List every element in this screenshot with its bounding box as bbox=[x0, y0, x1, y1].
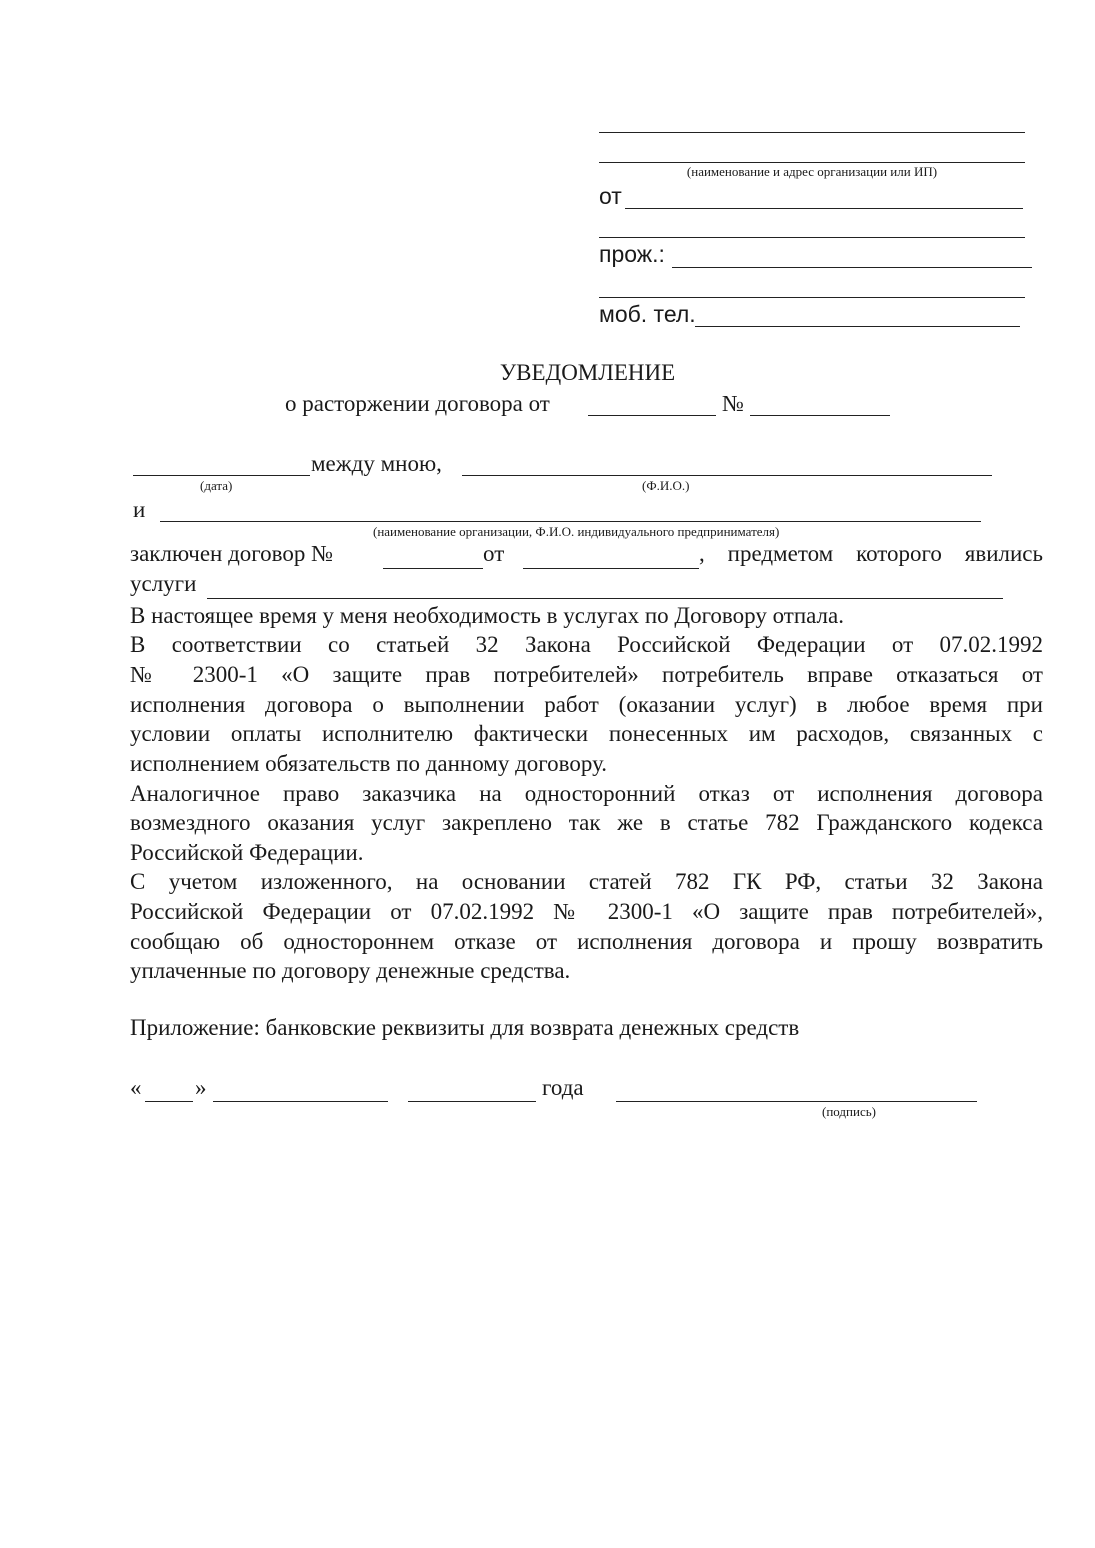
title-subtitle bbox=[285, 391, 550, 417]
org-caption: (наименование и адрес организации или ИП) bbox=[686, 164, 938, 179]
residence-line[interactable] bbox=[672, 267, 1032, 268]
date-line[interactable] bbox=[133, 475, 310, 476]
contract-number-line[interactable] bbox=[750, 415, 890, 416]
paragraph-3-line-3: Российской Федерации. bbox=[130, 840, 364, 865]
paragraph-1: В настоящее время у меня необходимость в услугах по Договору отпала. bbox=[130, 603, 844, 628]
paragraph-4-line-2: Российской Федерации от 07.02.1992 № 2300-1 «О защите прав потребителей», bbox=[130, 899, 1043, 924]
paragraph-4-line-4: уплаченные по договору денежные средства. bbox=[130, 958, 571, 983]
residence-label: прож.: bbox=[599, 241, 665, 267]
paragraph-2-line-3: исполнения договора о выполнении работ (оказании услуг) в любое время при bbox=[130, 692, 1043, 717]
signature-caption: (подпись) bbox=[822, 1104, 876, 1119]
paragraph-4-line-1: С учетом изложенного, на основании статей 782 ГК РФ, статьи 32 Закона bbox=[130, 869, 1043, 894]
org-name-line-1[interactable] bbox=[599, 132, 1025, 133]
services-line[interactable] bbox=[207, 598, 1003, 599]
contract-from-line[interactable] bbox=[523, 568, 699, 569]
contract-subject: , предметом которого явились bbox=[699, 541, 1043, 566]
paragraph-2-line-2: № 2300-1 «О защите прав потребителей» потребитель вправе отказаться от bbox=[130, 662, 1043, 687]
phone-label: моб. тел. bbox=[599, 301, 696, 327]
paragraph-3-line-1: Аналогичное право заказчика на односторонний отказ от исполнения договора bbox=[130, 781, 1043, 806]
number-sign: № bbox=[722, 391, 744, 416]
from-line[interactable] bbox=[625, 208, 1023, 209]
fio-line[interactable] bbox=[462, 475, 992, 476]
between-label: между мною, bbox=[311, 451, 442, 476]
contract-no-line[interactable] bbox=[383, 568, 483, 569]
organization-caption: (наименование организации, Ф.И.О. индивидуального предпринимателя) bbox=[373, 524, 780, 539]
document-title: УВЕДОМЛЕНИЕ bbox=[499, 360, 676, 385]
and-label: и bbox=[133, 497, 146, 522]
month-line[interactable] bbox=[213, 1101, 388, 1102]
from-line-2[interactable] bbox=[599, 237, 1025, 238]
contract-concluded: заключен договор № bbox=[130, 541, 334, 566]
signature-line[interactable] bbox=[616, 1101, 977, 1102]
services-label: услуги bbox=[130, 571, 197, 596]
subtitle-text: о расторжении договора от bbox=[285, 391, 550, 416]
fio-caption: (Ф.И.О.) bbox=[642, 478, 690, 493]
paragraph-2-line-5: исполнением обязательств по данному договору. bbox=[130, 751, 608, 776]
paragraph-3-line-2: возмездного оказания услуг закреплено так же в статье 782 Гражданского кодекса bbox=[130, 810, 1043, 835]
paragraph-4-line-3: сообщаю об одностороннем отказе от исполнения договора и прошу возвратить bbox=[130, 929, 1043, 954]
org-name-line-2[interactable] bbox=[599, 162, 1025, 163]
day-line[interactable] bbox=[145, 1101, 193, 1102]
paragraph-2-line-4: условии оплаты исполнителю фактически понесенных им расходов, связанных с bbox=[130, 721, 1043, 746]
year-line[interactable] bbox=[408, 1101, 536, 1102]
quote-open: « bbox=[130, 1075, 142, 1100]
year-label: года bbox=[542, 1075, 584, 1100]
contract-date-line[interactable] bbox=[588, 415, 716, 416]
from-label: от bbox=[599, 183, 622, 209]
date-caption: (дата) bbox=[200, 478, 233, 493]
contract-from: от bbox=[483, 541, 505, 566]
phone-line[interactable] bbox=[695, 326, 1020, 327]
paragraph-2-line-1: В соответствии со статьей 32 Закона Российской Федерации от 07.02.1992 bbox=[130, 632, 1043, 657]
attachment-note: Приложение: банковские реквизиты для возврата денежных средств bbox=[130, 1015, 800, 1040]
quote-close: » bbox=[195, 1075, 207, 1100]
organization-line[interactable] bbox=[160, 521, 981, 522]
residence-line-2[interactable] bbox=[599, 297, 1025, 298]
